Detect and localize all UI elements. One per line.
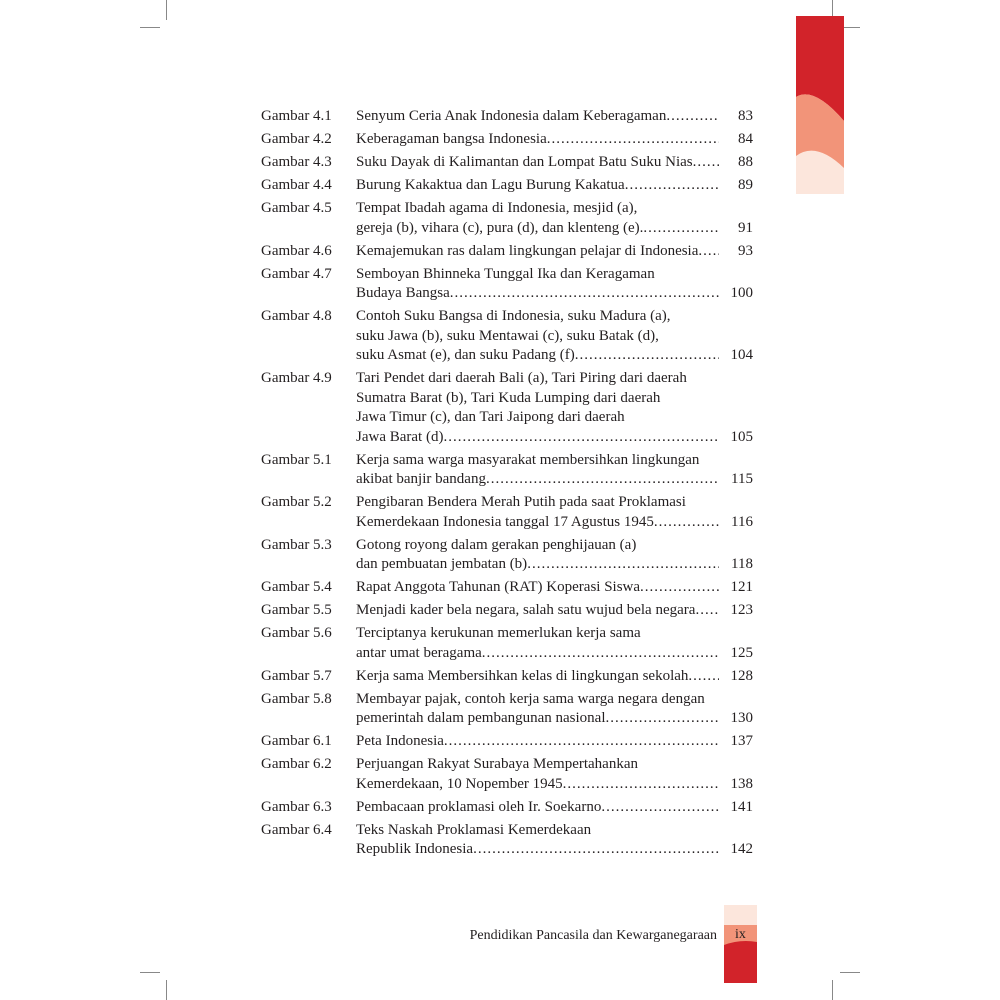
list-of-figures [261,107,753,863]
caption-line: Burung Kakaktua dan Lagu Burung Kakatua [356,177,625,193]
toc-entry [261,369,753,447]
figure-caption [356,130,719,150]
figure-label: Gambar 6.1 [261,733,332,749]
caption-line: Peta Indonesia [356,733,444,749]
page-ref: 141 [730,798,753,815]
caption-line: pemerintah dalam pembangunan nasional [356,710,606,726]
dot-leader [473,840,719,860]
caption-line: Suku Dayak di Kalimantan dan Lompat Batu Suku Nias [356,154,693,170]
figure-caption [356,451,719,490]
page-ref: 142 [730,841,753,857]
caption-line: Menjadi kader bela negara, salah satu wujud bela negara [356,602,696,618]
decorative-side-tab [796,16,844,194]
caption-line: suku Jawa (b), suku Mentawai (c), suku Batak (d), [356,327,659,344]
dot-leader [563,775,719,795]
dot-leader [666,107,719,127]
figure-caption [356,199,719,238]
figure-label: Gambar 6.4 [261,821,332,838]
dot-leader [654,513,719,533]
dot-leader [688,667,719,687]
caption-line: Tempat Ibadah agama di Indonesia, mesjid (a), [356,200,638,216]
toc-entry [261,732,753,752]
figure-caption [356,821,719,860]
toc-entry [261,153,753,173]
caption-line: Kemerdekaan, 10 Nopember 1945 [356,775,563,792]
figure-caption [356,369,719,447]
toc-entry [261,755,753,794]
figure-caption [356,107,719,127]
crop-mark [166,0,167,20]
dot-leader [643,219,719,239]
page-ref: 130 [730,710,753,726]
toc-entry [261,798,753,818]
caption-line: Perjuangan Rakyat Surabaya Mempertahankan [356,756,638,772]
caption-line: Budaya Bangsa [356,285,450,301]
caption-line: Pengibaran Bendera Merah Putih pada saat Proklamasi [356,494,686,510]
dot-leader [695,601,719,621]
caption-line: Jawa Barat (d) [356,428,444,445]
page-ref: 104 [730,347,753,363]
figure-label: Gambar 4.9 [261,370,332,386]
caption-line: suku Asmat (e), dan suku Padang (f) [356,347,575,363]
figure-caption [356,493,719,532]
dot-leader [527,555,719,575]
toc-entry [261,821,753,860]
toc-entry [261,578,753,598]
dot-leader [575,346,719,366]
figure-label: Gambar 5.5 [261,602,332,618]
figure-label: Gambar 4.4 [261,177,332,193]
dot-leader [482,644,719,664]
caption-line: Republik Indonesia [356,841,474,857]
caption-line: antar umat beragama [356,644,482,661]
caption-line: Sumatra Barat (b), Tari Kuda Lumping dari daerah [356,389,661,406]
caption-line: Pembacaan proklamasi oleh Ir. Soekarno [356,798,602,815]
caption-line: Tari Pendet dari daerah Bali (a), Tari Piring dari daerah [356,370,687,386]
toc-entry [261,493,753,532]
toc-entry [261,536,753,575]
figure-caption [356,798,719,818]
dot-leader [444,732,719,752]
dot-leader [443,428,719,448]
page-ref: 88 [738,154,753,170]
page-number-tab [724,905,757,983]
page-ref: 91 [738,219,753,236]
dot-leader [698,242,719,262]
figure-label: Gambar 6.3 [261,798,332,815]
caption-line: Rapat Anggota Tahunan (RAT) Koperasi Siswa [356,579,641,595]
page-ref: 116 [731,513,753,530]
figure-caption [356,153,719,173]
caption-line: Kemajemukan ras dalam lingkungan pelajar di Indonesia [356,242,699,259]
caption-line: Membayar pajak, contoh kerja sama warga negara dengan [356,690,705,707]
toc-entry [261,199,753,238]
caption-line: Gotong royong dalam gerakan penghijauan (a) [356,536,637,553]
toc-entry [261,601,753,621]
caption-line: Keberagaman bangsa Indonesia [356,131,547,147]
figure-label: Gambar 4.3 [261,154,332,170]
page-ref: 93 [738,242,753,259]
figure-label: Gambar 5.1 [261,451,332,468]
figure-caption [356,578,719,598]
figure-label: Gambar 4.1 [261,108,332,124]
page-ref: 115 [731,471,753,487]
figure-label: Gambar 5.3 [261,536,332,553]
toc-entry [261,624,753,663]
toc-entry [261,667,753,687]
figure-label: Gambar 5.8 [261,690,332,707]
figure-label: Gambar 5.6 [261,625,332,641]
caption-line: Kerja sama warga masyarakat membersihkan lingkungan [356,451,700,468]
figure-caption [356,242,719,262]
figure-label: Gambar 5.2 [261,494,332,510]
book-title: Pendidikan Pancasila dan Kewarganegaraan [469,928,717,943]
page-ref: 137 [730,733,753,749]
figure-label: Gambar 6.2 [261,756,332,772]
figure-caption [356,690,719,729]
toc-entry [261,176,753,196]
dot-leader [693,153,719,173]
caption-line: akibat banjir bandang [356,471,486,487]
caption-line: gereja (b), vihara (c), pura (d), dan klenteng (e). [356,219,644,236]
caption-line: Kerja sama Membersihkan kelas di lingkungan sekolah [356,667,689,684]
crop-mark [832,980,833,1000]
page-ref: 123 [730,602,753,618]
crop-mark [166,980,167,1000]
figure-caption [356,176,719,196]
figure-caption [356,601,719,621]
figure-caption [356,536,719,575]
dot-leader [640,578,719,598]
dot-leader [601,798,719,818]
toc-entry [261,242,753,262]
dot-leader [450,284,719,304]
page-ref: 121 [730,579,753,595]
caption-line: Senyum Ceria Anak Indonesia dalam Keberagaman [356,108,667,124]
figure-caption [356,307,719,366]
caption-line: Teks Naskah Proklamasi Kemerdekaan [356,821,592,838]
page-number: ix [735,927,746,942]
dot-leader [486,470,719,490]
page-ref: 89 [738,177,753,193]
toc-entry [261,307,753,366]
page-ref: 118 [731,556,753,572]
figure-caption [356,732,719,752]
caption-line: Kemerdekaan Indonesia tanggal 17 Agustus 1945 [356,513,654,530]
caption-line: Semboyan Bhinneka Tunggal Ika dan Keragaman [356,265,655,282]
caption-line: Jawa Timur (c), dan Tari Jaipong dari daerah [356,409,625,425]
crop-mark [140,972,160,973]
page-ref: 100 [730,285,753,301]
dot-leader [625,176,719,196]
figure-label: Gambar 5.4 [261,579,332,595]
dot-leader [547,130,719,150]
crop-mark [840,972,860,973]
figure-label: Gambar 4.2 [261,131,332,147]
toc-entry [261,265,753,304]
dot-leader [606,709,720,729]
page-ref: 128 [730,667,753,684]
page-ref: 105 [730,428,753,445]
figure-caption [356,755,719,794]
figure-label: Gambar 4.8 [261,308,332,324]
caption-line: dan pembuatan jembatan (b) [356,556,528,572]
figure-label: Gambar 4.6 [261,242,332,259]
page-ref: 83 [738,108,753,124]
toc-entry [261,451,753,490]
figure-label: Gambar 4.7 [261,265,332,282]
toc-entry [261,107,753,127]
crop-mark [140,27,160,28]
figure-caption [356,667,719,687]
page-ref: 84 [738,131,753,147]
figure-label: Gambar 4.5 [261,200,332,216]
caption-line: Terciptanya kerukunan memerlukan kerja sama [356,625,641,641]
figure-caption [356,265,719,304]
caption-line: Contoh Suku Bangsa di Indonesia, suku Madura (a), [356,308,671,324]
figure-label: Gambar 5.7 [261,667,332,684]
figure-caption [356,624,719,663]
page-ref: 125 [730,644,753,661]
page-ref: 138 [730,775,753,792]
toc-entry [261,690,753,729]
toc-entry [261,130,753,150]
